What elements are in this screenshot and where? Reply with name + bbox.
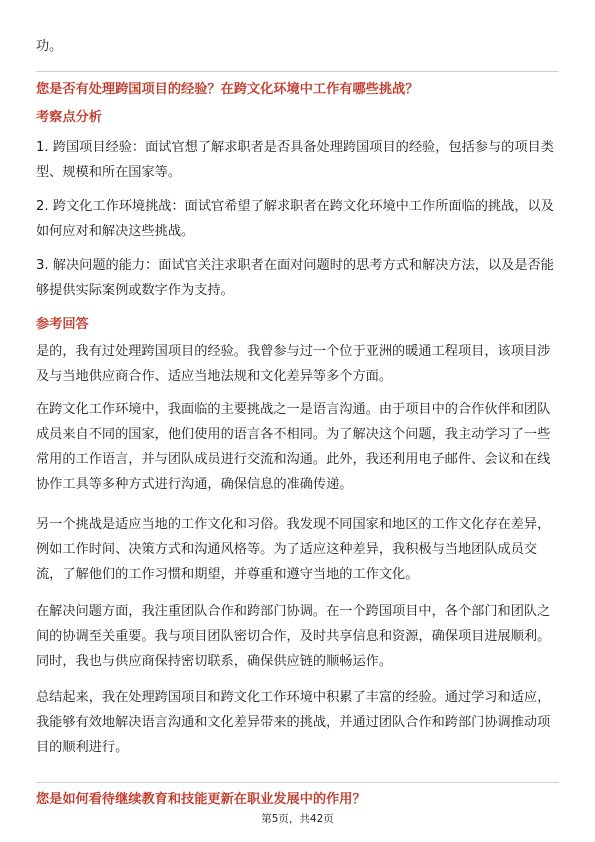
divider	[36, 71, 559, 72]
question-heading: 您是否有处理跨国项目的经验？在跨文化环境中工作有哪些挑战？	[36, 82, 419, 97]
continuation-text: 功。	[36, 39, 63, 54]
page-number: 第5页，共42页	[261, 813, 334, 825]
answer-heading: 参考回答	[36, 317, 89, 332]
document-page	[36, 0, 559, 842]
answer-paragraph: 在跨文化工作环境中，我面临的主要挑战之一是语言沟通。由于项目中的合作伙伴和团队成员来自不同的国家，他们使用的语言各不相同。为了解决这个问题，我主动学习了一些常用的工作语言，并与团队成员进行交流和沟通。此外，我还利用电子邮件、会议和在线协作工具等多种方式进行沟通，确保信息的准确传递。	[36, 402, 551, 492]
analysis-point: 2. 跨文化工作环境挑战：面试官希望了解求职者在跨文化环境中工作所面临的挑战，以及如何应对和解决这些挑战。	[36, 199, 554, 239]
analysis-point: 1. 跨国项目经验：面试官想了解求职者是否具备处理跨国项目的经验，包括参与的项目类型、规模和所在国家等。	[36, 140, 554, 180]
divider	[36, 782, 559, 783]
next-question-heading: 您是如何看待继续教育和技能更新在职业发展中的作用？	[36, 792, 366, 807]
analysis-point: 3. 解决问题的能力：面试官关注求职者在面对问题时的思考方式和解决方法，以及是否能够提供实际案例或数字作为支持。	[36, 258, 554, 298]
answer-paragraph: 在解决问题方面，我注重团队合作和跨部门协调。在一个跨国项目中，各个部门和团队之间的协调至关重要。我与项目团队密切合作，及时共享信息和资源，确保项目进展顺利。同时，我也与供应商保持密切联系，确保供应链的顺畅运作。	[36, 604, 551, 669]
answer-paragraph: 是的，我有过处理跨国项目的经验。我曾参与过一个位于亚洲的暖通工程项目，该项目涉及与当地供应商合作、适应当地法规和文化差异等多个方面。	[36, 344, 551, 384]
answer-paragraph: 总结起来，我在处理跨国项目和跨文化工作环境中积累了丰富的经验。通过学习和适应，我能够有效地解决语言沟通和文化差异带来的挑战，并通过团队合作和跨部门协调推动项目的顺利进行。	[36, 690, 551, 755]
analysis-heading: 考察点分析	[36, 110, 102, 125]
answer-paragraph: 另一个挑战是适应当地的工作文化和习俗。我发现不同国家和地区的工作文化存在差异，例如工作时间、决策方式和沟通风格等。为了适应这种差异，我积极与当地团队成员交流，了解他们的工作习惯和期望，并尊重和遵守当地的工作文化。	[36, 517, 551, 582]
